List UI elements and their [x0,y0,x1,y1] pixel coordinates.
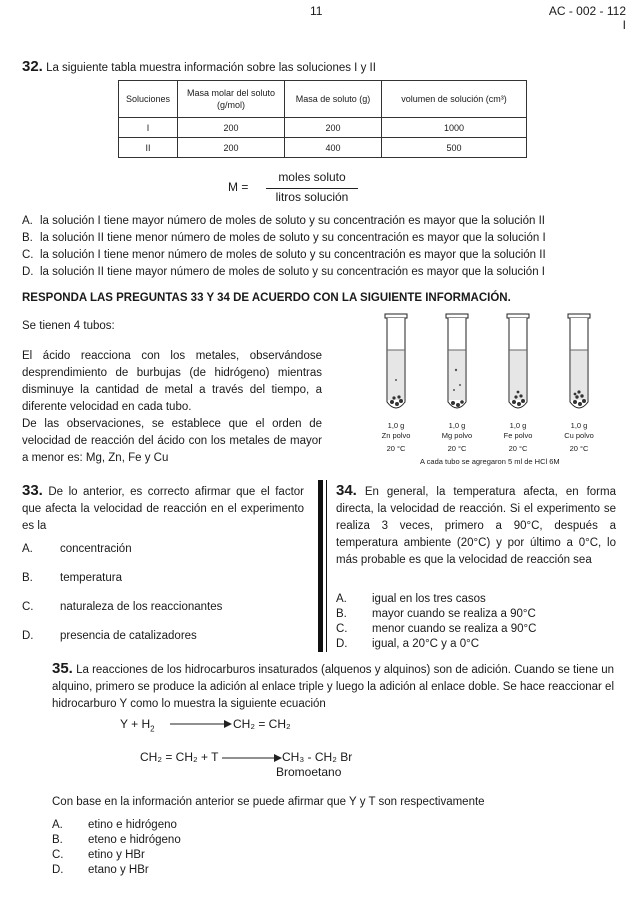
tube-label-mg [432,421,482,454]
question-34-text: En general, la temperatura afecta, en forma directa, la velocidad de reacción. Si el experimento se realiza 3 veces, primero a 90°C, después a temperatura ambiente (20°C) y por último a 0°C, lo más probable es que la velocidad de reacción sea [336,486,616,566]
reaction-arrow-1 [170,718,232,730]
option-text: temperatura [60,572,123,584]
table-cell: II [119,138,178,158]
option-letter: D. [336,638,348,650]
question-32-text: La siguiente tabla muestra información sobre las soluciones I y II [46,62,376,74]
option-letter: C. [22,601,34,613]
table-header-cell: Soluciones [119,81,178,118]
exam-code-line2: I [622,18,626,32]
option-text: concentración [60,543,132,555]
question-33-text: De lo anterior, es correcto afirmar que el factor que afecta la velocidad de reacción en el experimento es la [22,486,304,532]
tube-mass: 1,0 g [570,421,588,430]
reaction-arrow-2 [222,752,282,764]
question-35-text: La reacciones de los hidrocarburos insaturados (alquenos y alquinos) son de adición. Cuando se tiene un alquino, primero se produce la adición al enlace triple y luego la adición al enlace doble. Se hace reaccionar el hidrocarburo Y como lo muestra la siguiente ecuación [52,664,614,710]
option-letter: D. [22,630,34,642]
option-text: etino y HBr [88,849,145,861]
eq2-right: CH₃ - CH₂ Br [282,750,353,764]
question-35-stem [52,660,614,713]
eq1-right: CH₂ = CH₂ [233,717,291,731]
option-d[interactable] [336,637,616,652]
column-divider-thin [326,480,327,652]
test-tube-fe [507,314,529,408]
table-header-row [119,81,527,118]
option-letter: C. [52,849,64,861]
table-header-cell: Masa molar del soluto (g/mol) [178,81,285,118]
question-33-options [22,541,312,657]
context-conclusion: De las observaciones, se establece que el orden de velocidad de reacción del ácido con los metales de mayor a menor es: Mg, Zn, Fe y Cu [22,418,322,464]
eq1-left-sub: 2 [150,724,155,734]
context-body [22,348,322,467]
tube-label-cu [554,421,604,454]
table-cell: 1000 [382,118,527,138]
question-35-question: Con base en la información anterior se puede afirmar que Y y T son respectivamente [52,796,485,808]
option-d[interactable] [22,264,622,281]
option-c[interactable] [52,848,352,863]
option-text: etano y HBr [88,864,149,876]
option-text: la solución II tiene menor número de moles de soluto y su concentración es mayor que la solución I [40,232,546,244]
option-text: eteno e hidrógeno [88,834,181,846]
option-text: presencia de catalizadores [60,630,197,642]
molarity-formula [228,170,408,210]
tube-temp: 20 °C [386,444,406,453]
tubes-caption: A cada tubo se agregaron 5 ml de HCl 6M [420,457,560,466]
test-tube-mg [446,314,468,408]
option-letter: A. [22,215,33,227]
option-text: etino e hidrógeno [88,819,177,831]
eq2-product-name: Bromoetano [276,765,342,779]
fraction-bar [266,188,358,189]
option-letter: A. [52,819,63,831]
column-divider [318,480,323,652]
option-text: la solución I tiene mayor número de moles de soluto y su concentración es mayor que la solución II [40,215,545,227]
formula-numerator: moles soluto [278,170,346,184]
tube-metal: Zn polvo [381,431,411,440]
option-letter: D. [52,864,64,876]
option-text: menor cuando se realiza a 90°C [372,623,537,635]
formula-denominator: litros solución [275,190,349,204]
option-a[interactable] [22,213,622,230]
option-text: mayor cuando se realiza a 90°C [372,608,536,620]
question-34-stem [336,482,616,569]
option-letter: A. [336,593,347,605]
question-33-stem [22,482,304,535]
table-cell: 200 [178,138,285,158]
question-33-number: 33. [22,482,43,499]
option-text: naturaleza de los reaccionantes [60,601,223,613]
option-c[interactable] [22,599,312,628]
tube-metal: Fe polvo [503,431,533,440]
option-letter: B. [52,834,63,846]
test-tube-zn [385,314,407,408]
tube-temp: 20 °C [508,444,528,453]
tube-mass: 1,0 g [448,421,466,430]
option-b[interactable] [52,833,352,848]
solutions-table [118,80,527,158]
option-text: la solución I tiene menor número de moles de soluto y su concentración es mayor que la solución II [40,249,546,261]
test-tubes-illustration [368,310,618,420]
option-a[interactable] [22,541,312,570]
option-b[interactable] [336,607,616,622]
question-32-stem [22,58,376,75]
option-text: igual en los tres casos [372,593,486,605]
tube-metal: Cu polvo [564,431,594,440]
option-b[interactable] [22,230,622,247]
option-a[interactable] [336,592,616,607]
formula-lhs: M = [228,180,249,194]
tube-mass: 1,0 g [509,421,527,430]
tube-mass: 1,0 g [387,421,405,430]
option-c[interactable] [22,247,622,264]
option-letter: B. [22,572,33,584]
option-text: igual, a 20°C y a 0°C [372,638,480,650]
context-body-text: El ácido reacciona con los metales, observándose desprendimiento de burbujas (de hidrógeno) mientras disminuye la cantidad de metal a través del tiempo, a diferente velocidad en cada tubo. [22,350,322,413]
question-35-options [52,818,352,878]
question-34-number: 34. [336,482,357,499]
eq1-left [120,717,155,734]
option-letter: C. [336,623,348,635]
tube-label-fe [493,421,543,454]
equation-1 [120,717,155,733]
table-cell: 200 [285,118,382,138]
option-letter: C. [22,249,34,261]
test-tube-cu [568,314,590,408]
tube-temp: 20 °C [447,444,467,453]
page-number: 11 [310,4,323,18]
context-intro: Se tienen 4 tubos: [22,320,115,332]
table-header-cell: volumen de solución (cm³) [382,81,527,118]
option-text: la solución II tiene mayor número de moles de soluto y su concentración es mayor que la solución I [40,266,545,278]
option-a[interactable] [52,818,352,833]
option-c[interactable] [336,622,616,637]
option-d[interactable] [22,628,312,657]
option-letter: B. [22,232,33,244]
option-d[interactable] [52,863,352,878]
exam-code-line1: AC - 002 - 112 [548,4,626,18]
option-letter: B. [336,608,347,620]
table-cell: 200 [178,118,285,138]
eq2-left: CH₂ = CH₂ + T [140,750,219,764]
table-cell: I [119,118,178,138]
tube-temp: 20 °C [569,444,589,453]
option-letter: A. [22,543,33,555]
instruction-heading: RESPONDA LAS PREGUNTAS 33 Y 34 DE ACUERDO CON LA SIGUIENTE INFORMACIÓN. [22,292,511,304]
exam-code [549,4,626,32]
tube-label-zn [371,421,421,454]
table-cell: 500 [382,138,527,158]
table-row [119,138,527,158]
option-letter: D. [22,266,34,278]
option-b[interactable] [22,570,312,599]
question-34-options [336,592,616,652]
table-row [119,118,527,138]
table-cell: 400 [285,138,382,158]
table-header-cell: Masa de soluto (g) [285,81,382,118]
eq1-left-text: Y + H [120,717,151,731]
question-32-number: 32. [22,58,43,75]
question-32-options [22,213,622,281]
tube-metal: Mg polvo [441,431,473,440]
question-35-number: 35. [52,660,73,677]
